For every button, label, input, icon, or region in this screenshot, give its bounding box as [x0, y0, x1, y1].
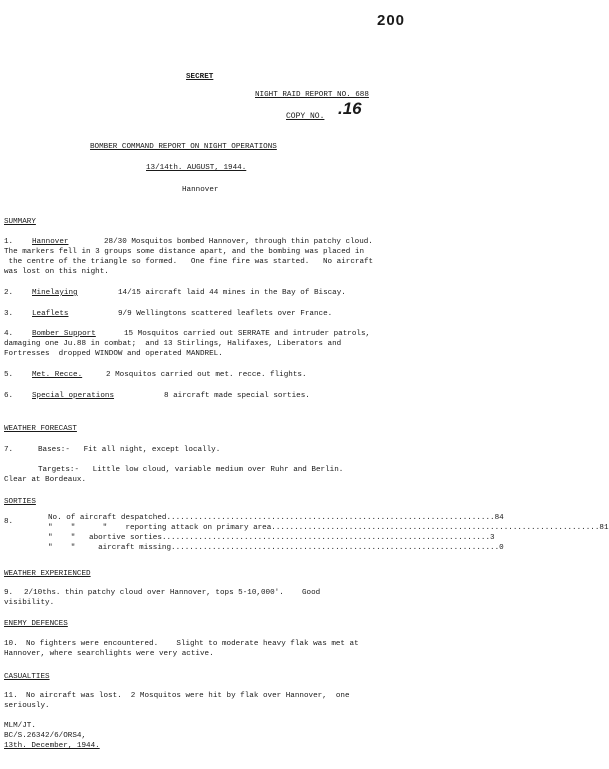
report-target: Hannover	[182, 186, 219, 194]
summary-item-text: was lost on this night.	[4, 268, 109, 276]
sorties-row-value: 0	[499, 544, 504, 552]
sorties-row-label: " " abortive sorties	[48, 534, 162, 542]
summary-item-label: Bomber Support	[32, 330, 96, 338]
summary-item-num: 4.	[4, 330, 14, 338]
classification-label: SECRET	[186, 73, 214, 81]
summary-item-text: 15 Mosquitos carried out SERRATE and intruder patrols,	[124, 330, 371, 338]
casualties-text: No aircraft was lost. 2 Mosquitos were hit by flak over Hannover, one	[26, 692, 350, 700]
weather-forecast-bases: Bases:- Fit all night, except locally.	[38, 446, 221, 454]
summary-item-text: damaging one Ju.88 in combat; and 13 Stirlings, Halifaxes, Liberators and	[4, 340, 342, 348]
dot-leader: ........................................................................	[166, 514, 495, 522]
dot-leader: ........................................................................	[271, 524, 600, 532]
report-date: 13/14th. AUGUST, 1944.	[146, 164, 247, 172]
casualties-text-cont: seriously.	[4, 702, 50, 710]
summary-item-label: Hannover	[32, 238, 69, 246]
summary-item-num: 3.	[4, 310, 14, 318]
enemy-defences-text-cont: Hannover, where searchlights were very active.	[4, 650, 214, 658]
enemy-defences-heading: ENEMY DEFENCES	[4, 620, 68, 628]
summary-item-num: 2.	[4, 289, 14, 297]
sorties-row	[48, 534, 495, 544]
enemy-defences-text: No fighters were encountered. Slight to moderate heavy flak was met at	[26, 640, 359, 648]
sorties-heading: SORTIES	[4, 498, 36, 506]
summary-heading: SUMMARY	[4, 218, 36, 226]
dot-leader: ........................................................................	[171, 544, 500, 552]
footer-date: 13th. December, 1944.	[4, 742, 100, 750]
sorties-num: 8.	[4, 518, 14, 526]
report-title: BOMBER COMMAND REPORT ON NIGHT OPERATIONS	[90, 143, 277, 151]
summary-item-text: 14/15 aircraft laid 44 mines in the Bay of Biscay.	[118, 289, 346, 297]
weather-forecast-num: 7.	[4, 446, 14, 454]
summary-item-text: The markers fell in 3 groups some distance apart, and the bombing was placed in	[4, 248, 365, 256]
summary-item-num: 1.	[4, 238, 14, 246]
sorties-row-value: 84	[494, 514, 504, 522]
sorties-row-label: " " " reporting attack on primary area	[48, 524, 272, 532]
weather-forecast-targets: Targets:- Little low cloud, variable medium over Ruhr and Berlin.	[38, 466, 344, 474]
summary-item-label: Minelaying	[32, 289, 78, 297]
casualties-num: 11.	[4, 692, 18, 700]
footer-file-ref: BC/S.26342/6/ORS4,	[4, 732, 87, 740]
sorties-row	[48, 544, 504, 554]
weather-forecast-targets-cont: Clear at Bordeaux.	[4, 476, 87, 484]
sorties-row-label: No. of aircraft despatched	[48, 514, 167, 522]
summary-item-label: Special operations	[32, 392, 115, 400]
sorties-row	[48, 514, 504, 524]
weather-forecast-heading: WEATHER FORECAST	[4, 425, 77, 433]
weather-experienced-text: 2/10ths. thin patchy cloud over Hannover, tops 5-10,000'. Good	[24, 589, 321, 597]
page-number: 200	[377, 12, 406, 29]
enemy-defences-num: 10.	[4, 640, 18, 648]
summary-item-text: 28/30 Mosquitos bombed Hannover, through thin patchy cloud.	[104, 238, 373, 246]
copy-number-handwritten: .16	[338, 99, 362, 118]
weather-experienced-text-cont: visibility.	[4, 599, 55, 607]
summary-item-text: Fortresses dropped WINDOW and operated MANDREL.	[4, 350, 223, 358]
weather-experienced-heading: WEATHER EXPERIENCED	[4, 570, 91, 578]
summary-item-label: Leaflets	[32, 310, 69, 318]
casualties-heading: CASUALTIES	[4, 673, 50, 681]
report-reference: NIGHT RAID REPORT NO. 688	[255, 91, 369, 99]
summary-item-label: Met. Recce.	[32, 371, 83, 379]
summary-item-text: the centre of the triangle so formed. One fine fire was started. No aircraft	[4, 258, 374, 266]
summary-item-text: 2 Mosquitos carried out met. recce. flights.	[106, 371, 307, 379]
sorties-row-value: 81	[599, 524, 609, 532]
footer-initials: MLM/JT.	[4, 722, 36, 730]
summary-item-text: 8 aircraft made special sorties.	[164, 392, 310, 400]
sorties-row	[48, 524, 609, 534]
summary-item-num: 5.	[4, 371, 14, 379]
dot-leader: ........................................................................	[161, 534, 491, 542]
summary-item-num: 6.	[4, 392, 14, 400]
summary-item-text: 9/9 Wellingtons scattered leaflets over France.	[118, 310, 333, 318]
weather-experienced-num: 9.	[4, 589, 14, 597]
sorties-row-value: 3	[490, 534, 495, 542]
sorties-row-label: " " aircraft missing	[48, 544, 172, 552]
copy-label: COPY NO.	[286, 112, 325, 121]
